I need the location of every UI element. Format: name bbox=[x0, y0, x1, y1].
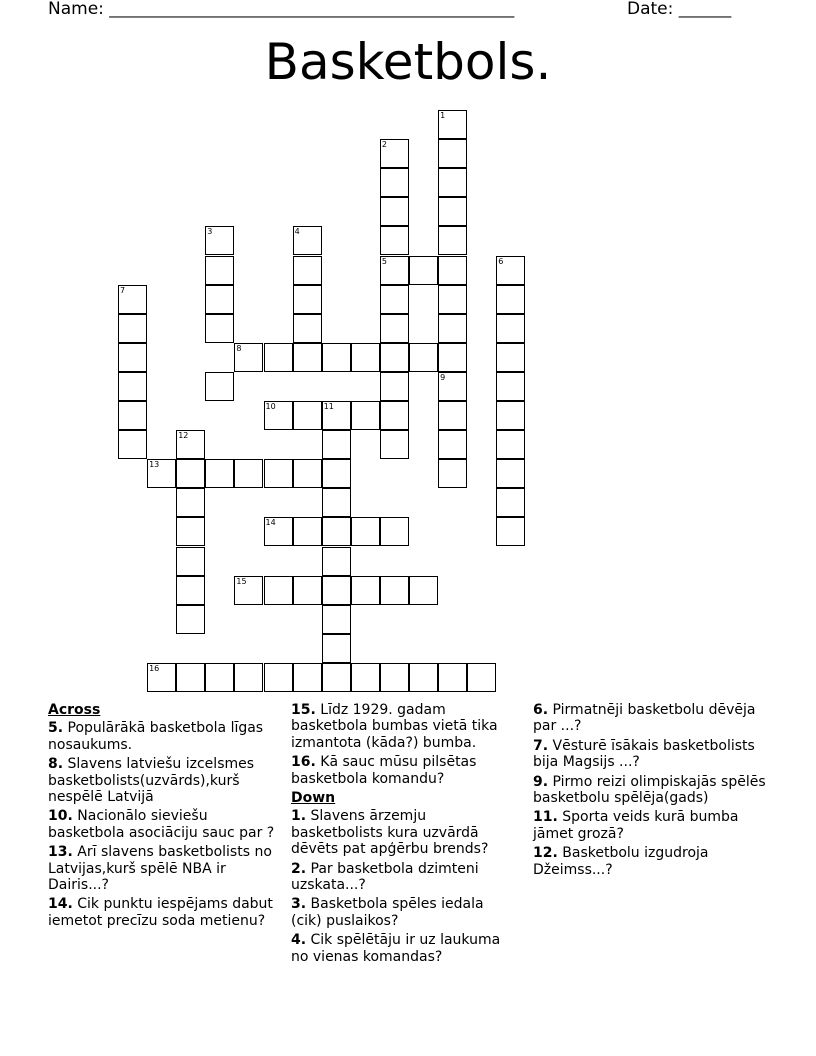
grid-cell[interactable] bbox=[293, 401, 322, 430]
grid-cell[interactable] bbox=[438, 663, 467, 692]
grid-cell[interactable] bbox=[409, 343, 438, 372]
grid-cell[interactable] bbox=[380, 576, 409, 605]
date-label: Date: bbox=[627, 0, 674, 19]
grid-cell[interactable] bbox=[496, 343, 525, 372]
grid-cell[interactable] bbox=[176, 605, 205, 634]
clue-down-12: 12. Basketbolu izgudroja Džeimss...? bbox=[533, 845, 709, 878]
grid-cell[interactable] bbox=[322, 605, 351, 634]
clue-across-14: 14. Cik punktu iespējams dabut iemetot precīzu soda metienu? bbox=[48, 896, 273, 929]
grid-cell[interactable] bbox=[380, 430, 409, 459]
grid-cell[interactable] bbox=[322, 517, 351, 546]
grid-cell[interactable] bbox=[438, 285, 467, 314]
clue-number: 10 bbox=[265, 402, 276, 411]
grid-cell[interactable] bbox=[176, 663, 205, 692]
grid-cell[interactable] bbox=[176, 488, 205, 517]
clue-number: 7 bbox=[120, 285, 126, 295]
grid-cell[interactable] bbox=[438, 401, 467, 430]
name-label: Name: bbox=[48, 0, 104, 19]
clue-across-16: 16. Kā sauc mūsu pilsētas basketbola komandu? bbox=[291, 754, 477, 787]
grid-cell[interactable] bbox=[293, 576, 322, 605]
grid-cell[interactable] bbox=[293, 285, 322, 314]
down-heading: Down bbox=[291, 790, 336, 807]
grid-cell[interactable] bbox=[409, 576, 438, 605]
grid-cell[interactable] bbox=[380, 139, 409, 168]
grid-cell[interactable] bbox=[264, 343, 293, 372]
grid-cell[interactable] bbox=[496, 285, 525, 314]
grid-cell[interactable] bbox=[293, 459, 322, 488]
grid-cell[interactable] bbox=[176, 430, 205, 459]
grid-cell[interactable] bbox=[147, 663, 176, 692]
grid-cell[interactable] bbox=[234, 459, 263, 488]
grid-cell[interactable] bbox=[293, 226, 322, 255]
clue-down-11: 11. Sporta veids kurā bumba jāmet grozā? bbox=[533, 809, 739, 842]
grid-cell[interactable] bbox=[264, 517, 293, 546]
grid-cell[interactable] bbox=[322, 634, 351, 663]
grid-cell[interactable] bbox=[438, 110, 467, 139]
grid-cell[interactable] bbox=[351, 663, 380, 692]
grid-cell[interactable] bbox=[380, 517, 409, 546]
grid-cell[interactable] bbox=[147, 459, 176, 488]
grid-cell[interactable] bbox=[380, 663, 409, 692]
clue-number: 14 bbox=[265, 518, 276, 528]
clue-down-3: 3. Basketbola spēles iedala (cik) puslaikos? bbox=[291, 896, 484, 929]
grid-cell[interactable] bbox=[438, 197, 467, 226]
grid-cell[interactable] bbox=[322, 459, 351, 488]
grid-cell[interactable] bbox=[322, 488, 351, 517]
grid-cell[interactable] bbox=[118, 314, 147, 343]
grid-cell[interactable] bbox=[293, 314, 322, 343]
grid-cell[interactable] bbox=[205, 226, 234, 255]
grid-cell[interactable] bbox=[322, 401, 351, 430]
grid-cell[interactable] bbox=[322, 663, 351, 692]
grid-cell[interactable] bbox=[293, 256, 322, 285]
grid-cell[interactable] bbox=[438, 168, 467, 197]
grid-cell[interactable] bbox=[380, 285, 409, 314]
clue-down-9: 9. Pirmo reizi olimpiskajās spēlēs basketbolu spēlēja(gads) bbox=[533, 773, 766, 807]
grid-cell[interactable] bbox=[438, 430, 467, 459]
clue-column-1 bbox=[48, 702, 288, 932]
across-heading: Across bbox=[48, 702, 101, 718]
grid-cell[interactable] bbox=[264, 459, 293, 488]
grid-cell[interactable] bbox=[409, 663, 438, 692]
clue-number: 5 bbox=[381, 256, 387, 266]
grid-cell[interactable] bbox=[118, 372, 147, 401]
clue-number: 8 bbox=[236, 343, 242, 353]
name-line: ______________________________________________________ bbox=[109, 0, 515, 18]
clue-across-13: 13. Arī slavens basketbolists no Latvijas,kurš spēlē NBA ir Dairis...? bbox=[48, 844, 272, 894]
clue-number: 1 bbox=[440, 111, 446, 120]
grid-cell[interactable] bbox=[438, 314, 467, 343]
grid-cell[interactable] bbox=[176, 459, 205, 488]
grid-cell[interactable] bbox=[496, 430, 525, 459]
grid-cell[interactable] bbox=[205, 285, 234, 314]
grid-cell[interactable] bbox=[176, 517, 205, 546]
grid-cell[interactable] bbox=[438, 459, 467, 488]
grid-cell[interactable] bbox=[496, 256, 525, 285]
grid-cell[interactable] bbox=[264, 663, 293, 692]
grid-cell[interactable] bbox=[438, 343, 467, 372]
grid-cell[interactable] bbox=[118, 430, 147, 459]
grid-cell[interactable] bbox=[496, 459, 525, 488]
grid-cell[interactable] bbox=[351, 401, 380, 430]
grid-cell[interactable] bbox=[322, 430, 351, 459]
clue-down-4: 4. Cik spēlētāju ir uz laukuma no vienas komandas? bbox=[291, 932, 501, 965]
grid-cell[interactable] bbox=[293, 517, 322, 546]
clue-column-3 bbox=[533, 702, 773, 881]
grid-cell[interactable] bbox=[293, 343, 322, 372]
grid-cell[interactable] bbox=[264, 401, 293, 430]
grid-cell[interactable] bbox=[496, 401, 525, 430]
grid-cell[interactable] bbox=[234, 343, 263, 372]
grid-cell[interactable] bbox=[322, 343, 351, 372]
grid-cell[interactable] bbox=[380, 256, 409, 285]
clue-number: 15 bbox=[236, 576, 247, 586]
grid-cell[interactable] bbox=[409, 256, 438, 285]
clue-down-1: 1. Slavens ārzemju basketbolists kura uzvārdā dēvēts pat apģērbu brends? bbox=[291, 808, 489, 858]
grid-cell[interactable] bbox=[322, 576, 351, 605]
grid-cell[interactable] bbox=[380, 226, 409, 255]
grid-cell[interactable] bbox=[351, 576, 380, 605]
grid-cell[interactable] bbox=[205, 314, 234, 343]
grid-cell[interactable] bbox=[438, 256, 467, 285]
grid-cell[interactable] bbox=[176, 576, 205, 605]
clue-across-8: 8. Slavens latviešu izcelsmes basketbolists(uzvārds),kurš nespēlē Latvijā bbox=[48, 756, 255, 806]
clue-down-7: 7. Vēsturē īsākais basketbolists bija Magsijs ...? bbox=[533, 737, 755, 771]
grid-cell[interactable] bbox=[438, 226, 467, 255]
grid-cell[interactable] bbox=[496, 372, 525, 401]
clue-number: 12 bbox=[178, 431, 189, 441]
grid-cell[interactable] bbox=[351, 517, 380, 546]
grid-cell[interactable] bbox=[380, 343, 409, 372]
grid-cell[interactable] bbox=[467, 663, 496, 692]
clue-number: 4 bbox=[294, 227, 300, 237]
grid-cell[interactable] bbox=[380, 197, 409, 226]
grid-cell[interactable] bbox=[496, 517, 525, 546]
clue-number: 13 bbox=[149, 460, 160, 470]
grid-cell[interactable] bbox=[234, 576, 263, 605]
grid-cell[interactable] bbox=[351, 343, 380, 372]
clue-across-10: 10. Nacionālo sieviešu basketbola asociāciju sauc par ? bbox=[48, 808, 275, 841]
grid-cell[interactable] bbox=[438, 372, 467, 401]
grid-cell[interactable] bbox=[205, 256, 234, 285]
grid-cell[interactable] bbox=[380, 372, 409, 401]
clue-across-5: 5. Populārākā basketbola līgas nosaukums. bbox=[48, 720, 264, 753]
grid-cell[interactable] bbox=[118, 285, 147, 314]
clue-down-6: 6. Pirmatnēji basketbolu dēvēja par ...? bbox=[533, 702, 756, 735]
clue-across-15: 15. Līdz 1929. gadam basketbola bumbas vietā tika izmantota (kāda?) bumba. bbox=[291, 702, 498, 751]
clue-number: 11 bbox=[323, 402, 334, 411]
grid-cell[interactable] bbox=[380, 401, 409, 430]
grid-cell[interactable] bbox=[205, 459, 234, 488]
clue-number: 2 bbox=[381, 140, 387, 150]
grid-cell[interactable] bbox=[176, 547, 205, 576]
grid-cell[interactable] bbox=[205, 663, 234, 692]
clue-number: 3 bbox=[207, 227, 213, 237]
page-title: Basketbols. bbox=[264, 33, 552, 91]
grid-cell[interactable] bbox=[438, 139, 467, 168]
grid-cell[interactable] bbox=[293, 663, 322, 692]
grid-cell[interactable] bbox=[322, 547, 351, 576]
grid-cell[interactable] bbox=[496, 314, 525, 343]
clue-column-2 bbox=[291, 702, 516, 968]
clue-number: 6 bbox=[498, 256, 504, 266]
grid-cell[interactable] bbox=[264, 576, 293, 605]
clue-down-2: 2. Par basketbola dzimteni uzskata...? bbox=[291, 860, 479, 894]
date-line: _______ bbox=[678, 0, 732, 18]
grid-cell[interactable] bbox=[496, 488, 525, 517]
grid-cell[interactable] bbox=[234, 663, 263, 692]
grid-cell[interactable] bbox=[205, 372, 234, 401]
clue-number: 9 bbox=[440, 372, 446, 382]
grid-cell[interactable] bbox=[118, 401, 147, 430]
grid-cell[interactable] bbox=[380, 314, 409, 343]
grid-cell[interactable] bbox=[380, 168, 409, 197]
grid-cell[interactable] bbox=[118, 343, 147, 372]
clue-number: 16 bbox=[149, 663, 160, 673]
